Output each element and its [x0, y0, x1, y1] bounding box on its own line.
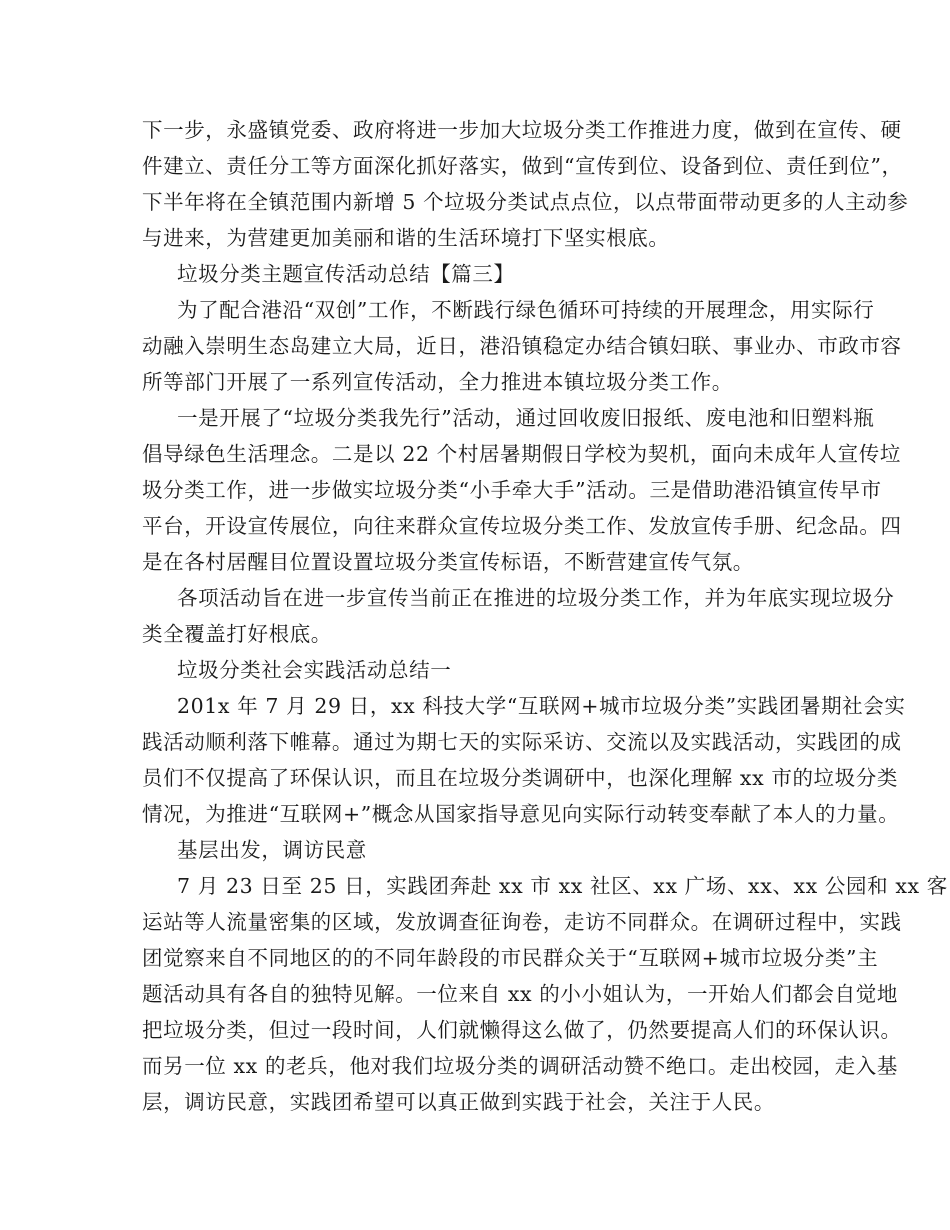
paragraph-line: 各项活动旨在进一步宣传当前正在推进的垃圾分类工作，并为年底实现垃圾分 [177, 586, 895, 610]
paragraph-line: 件建立、责任分工等方面深化抓好落实，做到“宣传到位、设备到位、责任到位”， [142, 154, 903, 178]
section-heading: 基层出发，调访民意 [177, 838, 367, 862]
paragraph-line: 圾分类工作，进一步做实垃圾分类“小手牵大手”活动。三是借助港沿镇宣传早市 [142, 478, 882, 502]
paragraph-line: 倡导绿色生活理念。二是以 22 个村居暑期假日学校为契机，面向未成年人宣传垃 [142, 442, 901, 466]
paragraph-line: 员们不仅提高了环保认识，而且在垃圾分类调研中，也深化理解 xx 市的垃圾分类 [142, 766, 898, 790]
paragraph-line: 下一步，永盛镇党委、政府将进一步加大垃圾分类工作推进力度，做到在宣传、硬 [142, 118, 902, 142]
section-heading: 垃圾分类主题宣传活动总结【篇三】 [177, 262, 515, 286]
paragraph-line: 所等部门开展了一系列宣传活动，全力推进本镇垃圾分类工作。 [142, 370, 733, 394]
paragraph-line: 动融入崇明生态岛建立大局，近日，港沿镇稳定办结合镇妇联、事业办、市政市容 [142, 334, 902, 358]
paragraph-line: 平台，开设宣传展位，向往来群众宣传垃圾分类工作、发放宣传手册、纪念品。四 [142, 514, 902, 538]
paragraph-line: 201x 年 7 月 29 日，xx 科技大学“互联网+城市垃圾分类”实践团暑期社会实 [177, 694, 906, 718]
paragraph-line: 情况，为推进“互联网+”概念从国家指导意见向实际行动转变奉献了本人的力量。 [142, 802, 900, 826]
paragraph-line: 7 月 23 日至 25 日，实践团奔赴 xx 市 xx 社区、xx 广场、xx、xx 公园和 xx 客 [177, 874, 948, 898]
paragraph-line: 类全覆盖打好根底。 [142, 622, 332, 646]
paragraph-line: 践活动顺利落下帷幕。通过为期七天的实际采访、交流以及实践活动，实践团的成 [142, 730, 902, 754]
paragraph-line: 运站等人流量密集的区域，发放调查征询卷，走访不同群众。在调研过程中，实践 [142, 910, 902, 934]
paragraph-line: 为了配合港沿“双创”工作，不断践行绿色循环可持续的开展理念，用实际行 [177, 298, 875, 322]
paragraph-line: 一是开展了“垃圾分类我先行”活动，通过回收废旧报纸、废电池和旧塑料瓶 [177, 406, 875, 430]
paragraph-line: 题活动具有各自的独特见解。一位来自 xx 的小小姐认为，一开始人们都会自觉地 [142, 982, 898, 1006]
paragraph-line: 而另一位 xx 的老兵，他对我们垃圾分类的调研活动赞不绝口。走出校园，走入基 [142, 1054, 898, 1078]
paragraph-line: 层，调访民意，实践团希望可以真正做到实践于社会，关注于人民。 [142, 1090, 775, 1114]
paragraph-line: 团觉察来自不同地区的的不同年龄段的市民群众关于“互联网+城市垃圾分类”主 [142, 946, 879, 970]
section-heading: 垃圾分类社会实践活动总结一 [177, 658, 452, 682]
paragraph-line: 与进来，为营建更加美丽和谐的生活环境打下坚实根底。 [142, 226, 670, 250]
paragraph-line: 下半年将在全镇范围内新增 5 个垃圾分类试点点位，以点带面带动更多的人主动参 [142, 190, 909, 214]
paragraph-line: 是在各村居醒目位置设置垃圾分类宣传标语，不断营建宣传气氛。 [142, 550, 754, 574]
paragraph-line: 把垃圾分类，但过一段时间，人们就懒得这么做了，仍然要提高人们的环保认识。 [142, 1018, 902, 1042]
